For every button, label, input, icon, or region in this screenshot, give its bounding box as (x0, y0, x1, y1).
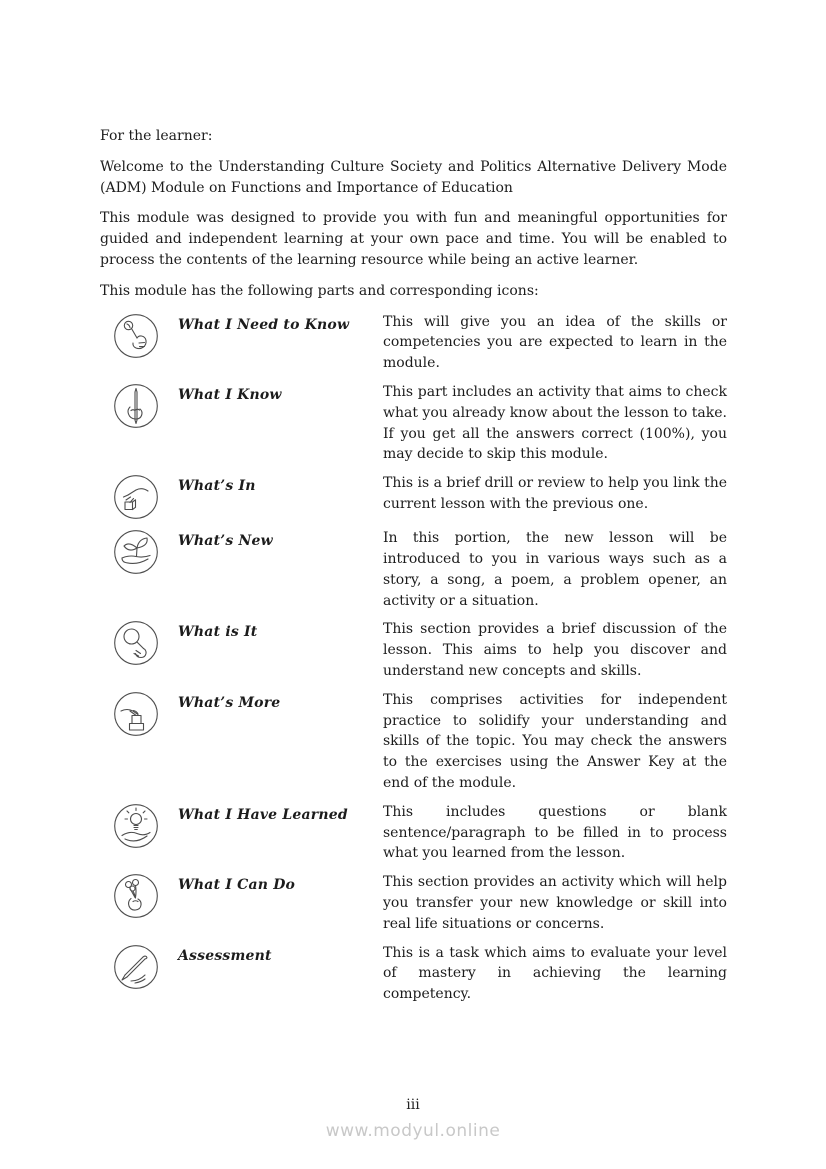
module-part-row (100, 619, 727, 681)
module-part-row (100, 872, 727, 934)
module-part-row (100, 528, 727, 611)
pen-writing-icon (113, 944, 159, 990)
module-part-row (100, 690, 727, 794)
part-description: This section provides an activity which will help you transfer your new knowledge or skill into real life situations or concerns. (383, 874, 727, 932)
part-label: What’s In (178, 478, 256, 495)
part-description: This part includes an activity that aims to check what you already know about the lesson to take. If you get all the answers correct (100%), you may decide to skip this module. (383, 383, 727, 463)
part-description: In this portion, the new lesson will be introduced to you in various ways such as a story, a song, a poem, a problem opener, an activity or a situation. (383, 530, 727, 609)
touch-hand-icon (113, 313, 159, 359)
hand-flowers-icon (113, 873, 159, 919)
welcome-paragraph: Welcome to the Understanding Culture Society and Politics Alternative Delivery Mode (ADM) Module on Functions and Importance of Education (100, 158, 727, 196)
module-part-row (100, 382, 727, 465)
module-part-row (100, 802, 727, 864)
part-label: What’s New (178, 533, 273, 550)
module-part-row (100, 312, 727, 374)
part-label: Assessment (178, 947, 272, 964)
pencil-hand-icon (113, 383, 159, 429)
part-description: This section provides a brief discussion of the lesson. This aims to help you discover and understand new concepts and skills. (383, 621, 727, 679)
lightbulb-hand-icon (113, 803, 159, 849)
part-label: What I Can Do (178, 877, 296, 894)
hand-sprout-icon (113, 529, 159, 575)
parts-intro-paragraph: This module has the following parts and corresponding icons: (100, 282, 539, 299)
page-content (100, 126, 727, 1005)
purpose-paragraph: This module was designed to provide you with fun and meaningful opportunities for guided and independent learning at your own pace and time. You will be enabled to process the contents of the learning resource while being an active learner. (100, 210, 727, 268)
module-part-row (100, 473, 727, 520)
part-description: This is a task which aims to evaluate your level of mastery in achieving the learning competency. (383, 944, 727, 1003)
part-label: What I Have Learned (178, 806, 348, 823)
watermark: www.modyul.online (325, 1121, 501, 1141)
part-description: This comprises activities for independent practice to solidify your understanding and skills of the topic. You may check the answers to the exercises using the Answer Key at the end of the module. (383, 691, 727, 791)
part-description: This will give you an idea of the skills or competencies you are expected to learn in the module. (383, 313, 727, 372)
stacking-blocks-icon (113, 691, 159, 737)
part-description: This includes questions or blank sentence/paragraph to be filled in to process what you learned from the lesson. (383, 803, 727, 862)
part-label: What is It (178, 624, 258, 641)
part-label: What I Know (178, 386, 282, 403)
module-parts-table (100, 312, 727, 1005)
linking-hands-icon (113, 474, 159, 520)
part-description: This is a brief drill or review to help you link the current lesson with the previous one. (383, 475, 727, 512)
page-number: iii (406, 1097, 420, 1113)
part-label: What I Need to Know (178, 316, 350, 333)
magnifier-hand-icon (113, 620, 159, 666)
module-part-row (100, 943, 727, 1005)
part-label: What’s More (178, 694, 281, 711)
salutation: For the learner: (100, 128, 213, 144)
